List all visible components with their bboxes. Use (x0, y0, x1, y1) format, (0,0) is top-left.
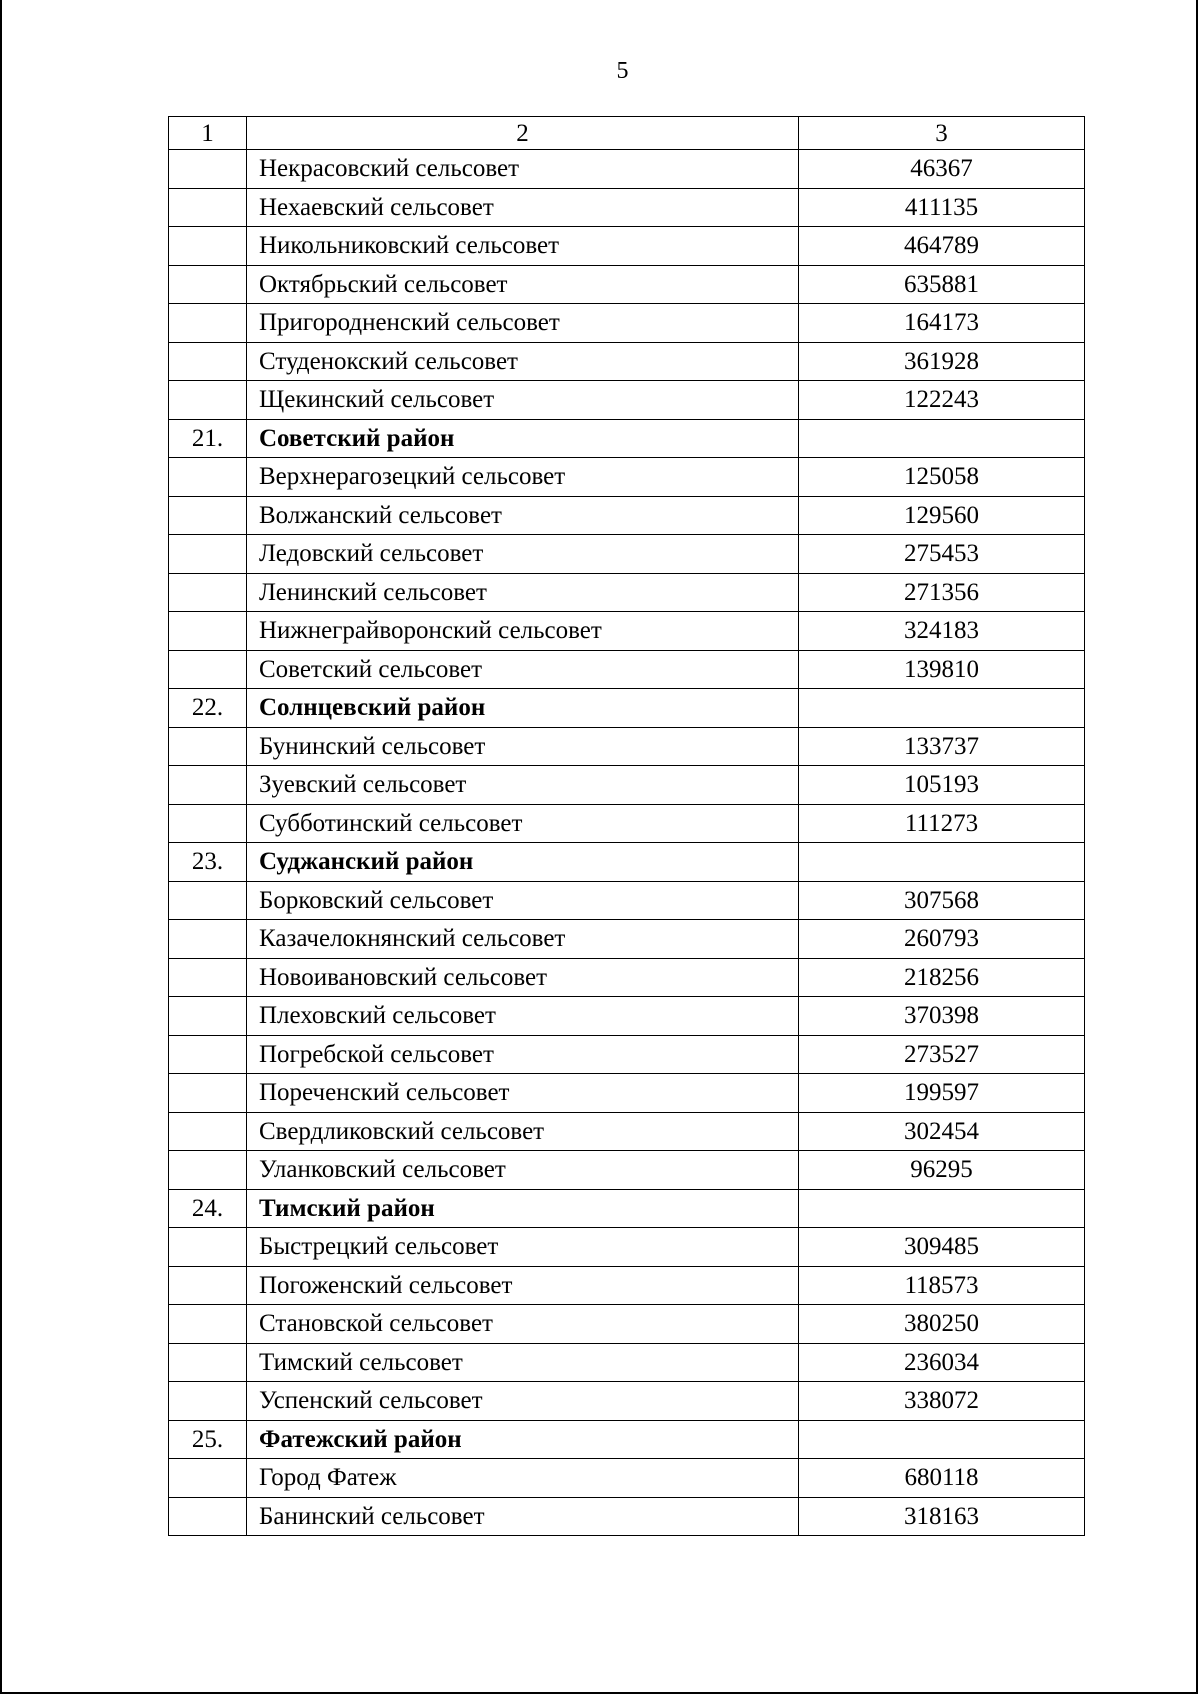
value-cell: 318163 (799, 1497, 1085, 1536)
district-row (169, 689, 1085, 728)
table-row (169, 1151, 1085, 1190)
row-number-cell (169, 227, 247, 266)
settlement-name-cell: Казачелокнянский сельсовет (247, 920, 799, 959)
table-row (169, 881, 1085, 920)
value-cell: 260793 (799, 920, 1085, 959)
table-row (169, 1343, 1085, 1382)
table-row (169, 188, 1085, 227)
settlement-name-cell: Субботинский сельсовет (247, 804, 799, 843)
table-row (169, 958, 1085, 997)
row-number-cell (169, 1343, 247, 1382)
district-name-cell: Фатежский район (247, 1420, 799, 1459)
table-row (169, 150, 1085, 189)
settlement-name-cell: Плеховский сельсовет (247, 997, 799, 1036)
row-number-cell (169, 881, 247, 920)
settlement-name-cell: Пригородненский сельсовет (247, 304, 799, 343)
row-number-cell (169, 304, 247, 343)
row-number-cell: 23. (169, 843, 247, 882)
value-cell: 635881 (799, 265, 1085, 304)
settlement-name-cell: Город Фатеж (247, 1459, 799, 1498)
row-number-cell (169, 766, 247, 805)
settlement-name-cell: Ленинский сельсовет (247, 573, 799, 612)
value-cell: 118573 (799, 1266, 1085, 1305)
row-number-cell (169, 1151, 247, 1190)
table-row (169, 1459, 1085, 1498)
header-cell-name: 2 (247, 117, 799, 150)
table-row (169, 727, 1085, 766)
row-number-cell (169, 458, 247, 497)
table-row (169, 227, 1085, 266)
row-number-cell (169, 1382, 247, 1421)
district-name-cell: Советский район (247, 419, 799, 458)
value-cell (799, 1189, 1085, 1228)
value-cell: 133737 (799, 727, 1085, 766)
settlement-name-cell: Погребской сельсовет (247, 1035, 799, 1074)
table-row (169, 1112, 1085, 1151)
row-number-cell (169, 573, 247, 612)
row-number-cell (169, 188, 247, 227)
value-cell: 309485 (799, 1228, 1085, 1267)
table-row (169, 1228, 1085, 1267)
settlement-name-cell: Бунинский сельсовет (247, 727, 799, 766)
district-name-cell: Солнцевский район (247, 689, 799, 728)
table-row (169, 1266, 1085, 1305)
data-table (168, 116, 1085, 1536)
district-row (169, 843, 1085, 882)
table-row (169, 304, 1085, 343)
settlement-name-cell: Нехаевский сельсовет (247, 188, 799, 227)
value-cell: 139810 (799, 650, 1085, 689)
row-number-cell (169, 496, 247, 535)
row-number-cell (169, 381, 247, 420)
value-cell: 111273 (799, 804, 1085, 843)
table-row (169, 573, 1085, 612)
value-cell: 380250 (799, 1305, 1085, 1344)
value-cell: 680118 (799, 1459, 1085, 1498)
value-cell (799, 1420, 1085, 1459)
row-number-cell (169, 1228, 247, 1267)
value-cell (799, 843, 1085, 882)
value-cell: 275453 (799, 535, 1085, 574)
value-cell: 46367 (799, 150, 1085, 189)
settlement-name-cell: Студенокский сельсовет (247, 342, 799, 381)
settlement-name-cell: Новоивановский сельсовет (247, 958, 799, 997)
table-row (169, 381, 1085, 420)
row-number-cell (169, 150, 247, 189)
row-number-cell (169, 997, 247, 1036)
settlement-name-cell: Октябрьский сельсовет (247, 265, 799, 304)
value-cell (799, 689, 1085, 728)
table-row (169, 342, 1085, 381)
district-name-cell: Тимский район (247, 1189, 799, 1228)
value-cell: 218256 (799, 958, 1085, 997)
header-cell-number: 1 (169, 117, 247, 150)
settlement-name-cell: Верхнерагозецкий сельсовет (247, 458, 799, 497)
value-cell: 464789 (799, 227, 1085, 266)
value-cell: 271356 (799, 573, 1085, 612)
row-number-cell: 24. (169, 1189, 247, 1228)
page-number: 5 (616, 58, 629, 84)
table-row (169, 1382, 1085, 1421)
settlement-name-cell: Борковский сельсовет (247, 881, 799, 920)
row-number-cell (169, 1266, 247, 1305)
table-row (169, 496, 1085, 535)
table-row (169, 1305, 1085, 1344)
table-row (169, 997, 1085, 1036)
row-number-cell (169, 1035, 247, 1074)
row-number-cell (169, 804, 247, 843)
row-number-cell (169, 1074, 247, 1113)
value-cell: 273527 (799, 1035, 1085, 1074)
table-row (169, 1074, 1085, 1113)
settlement-name-cell: Становской сельсовет (247, 1305, 799, 1344)
district-row (169, 1189, 1085, 1228)
settlement-name-cell: Советский сельсовет (247, 650, 799, 689)
table-row (169, 1497, 1085, 1536)
settlement-name-cell: Уланковский сельсовет (247, 1151, 799, 1190)
settlement-name-cell: Некрасовский сельсовет (247, 150, 799, 189)
row-number-cell (169, 535, 247, 574)
row-number-cell (169, 1305, 247, 1344)
table-row (169, 766, 1085, 805)
settlement-name-cell: Нижнеграйворонский сельсовет (247, 612, 799, 651)
value-cell: 122243 (799, 381, 1085, 420)
row-number-cell: 22. (169, 689, 247, 728)
row-number-cell (169, 920, 247, 959)
row-number-cell (169, 650, 247, 689)
value-cell: 125058 (799, 458, 1085, 497)
row-number-cell: 25. (169, 1420, 247, 1459)
settlement-name-cell: Волжанский сельсовет (247, 496, 799, 535)
row-number-cell (169, 727, 247, 766)
table-body (169, 117, 1085, 1536)
row-number-cell (169, 1497, 247, 1536)
value-cell: 164173 (799, 304, 1085, 343)
district-name-cell: Суджанский район (247, 843, 799, 882)
settlement-name-cell: Никольниковский сельсовет (247, 227, 799, 266)
settlement-name-cell: Зуевский сельсовет (247, 766, 799, 805)
value-cell: 236034 (799, 1343, 1085, 1382)
settlement-name-cell: Щекинский сельсовет (247, 381, 799, 420)
value-cell: 370398 (799, 997, 1085, 1036)
row-number-cell (169, 1112, 247, 1151)
table-row (169, 265, 1085, 304)
value-cell: 324183 (799, 612, 1085, 651)
value-cell: 361928 (799, 342, 1085, 381)
table-row (169, 458, 1085, 497)
table-row (169, 804, 1085, 843)
district-row (169, 419, 1085, 458)
settlement-name-cell: Тимский сельсовет (247, 1343, 799, 1382)
row-number-cell (169, 958, 247, 997)
row-number-cell (169, 342, 247, 381)
settlement-name-cell: Ледовский сельсовет (247, 535, 799, 574)
row-number-cell (169, 1459, 247, 1498)
value-cell: 302454 (799, 1112, 1085, 1151)
value-cell (799, 419, 1085, 458)
settlement-name-cell: Погоженский сельсовет (247, 1266, 799, 1305)
value-cell: 105193 (799, 766, 1085, 805)
row-number-cell: 21. (169, 419, 247, 458)
value-cell: 129560 (799, 496, 1085, 535)
value-cell: 96295 (799, 1151, 1085, 1190)
settlement-name-cell: Успенский сельсовет (247, 1382, 799, 1421)
value-cell: 199597 (799, 1074, 1085, 1113)
row-number-cell (169, 612, 247, 651)
settlement-name-cell: Быстрецкий сельсовет (247, 1228, 799, 1267)
table-row (169, 535, 1085, 574)
district-row (169, 1420, 1085, 1459)
settlement-name-cell: Пореченский сельсовет (247, 1074, 799, 1113)
header-cell-value: 3 (799, 117, 1085, 150)
table-row (169, 1035, 1085, 1074)
table-header-row (169, 117, 1085, 150)
settlement-name-cell: Банинский сельсовет (247, 1497, 799, 1536)
table-row (169, 650, 1085, 689)
value-cell: 338072 (799, 1382, 1085, 1421)
table-row (169, 612, 1085, 651)
settlement-name-cell: Свердликовский сельсовет (247, 1112, 799, 1151)
value-cell: 411135 (799, 188, 1085, 227)
table-row (169, 920, 1085, 959)
row-number-cell (169, 265, 247, 304)
value-cell: 307568 (799, 881, 1085, 920)
